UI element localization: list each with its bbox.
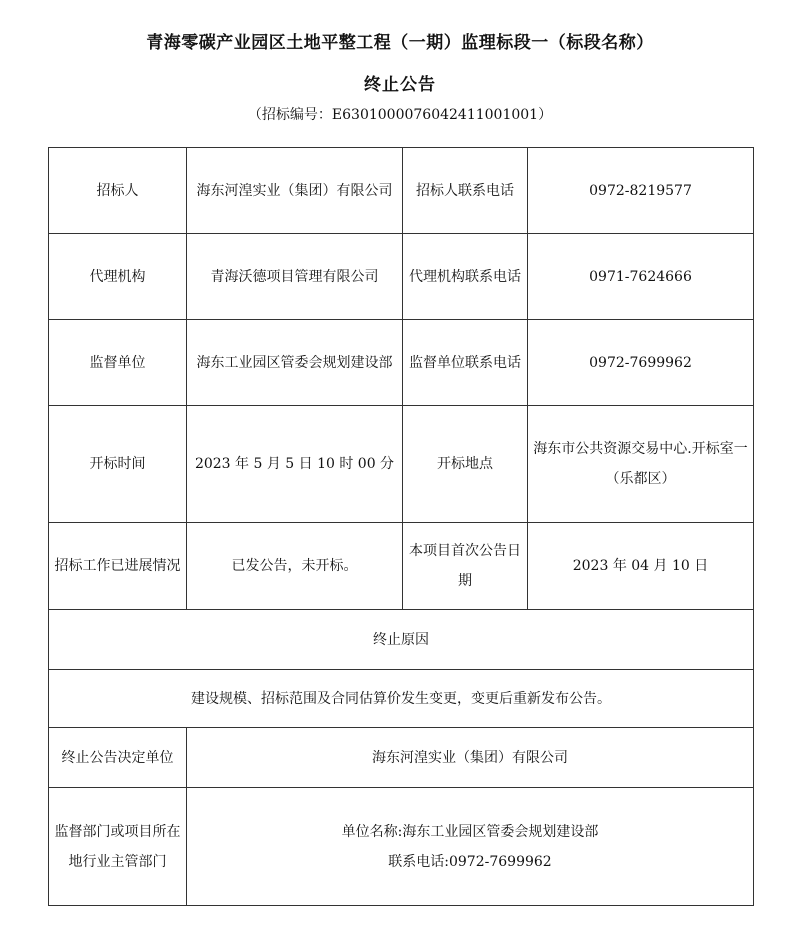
supervision-phone-label: 监督单位联系电话 — [403, 320, 528, 406]
supervisor-dept-info — [187, 788, 754, 906]
termination-reason-header: 终止原因 — [49, 610, 754, 670]
table-row — [49, 670, 754, 728]
notice-title: 青海零碳产业园区土地平整工程（一期）监理标段一（标段名称） — [146, 33, 654, 53]
first-notice-date-label: 本项目首次公告日期 — [403, 523, 528, 610]
tenderer-label: 招标人 — [49, 148, 187, 234]
notice-subtitle: 终止公告 — [364, 75, 436, 95]
tender-code: （招标编号：E6301000076042411001001） — [247, 107, 553, 123]
opening-time-value: 2023 年 5 月 5 日 10 时 00 分 — [187, 406, 403, 523]
table-row — [49, 788, 754, 906]
first-notice-date-value: 2023 年 04 月 10 日 — [528, 523, 754, 610]
progress-value: 已发公告，未开标。 — [187, 523, 403, 610]
opening-place-value: 海东市公共资源交易中心.开标室一（乐都区） — [528, 406, 754, 523]
opening-place-label: 开标地点 — [403, 406, 528, 523]
supervisor-dept-label: 监督部门或项目所在地行业主管部门 — [49, 788, 187, 906]
table-row — [49, 234, 754, 320]
tenderer-phone-label: 招标人联系电话 — [403, 148, 528, 234]
notice-table — [48, 147, 754, 906]
agency-value: 青海沃德项目管理有限公司 — [187, 234, 403, 320]
decision-unit-label: 终止公告决定单位 — [49, 728, 187, 788]
table-row — [49, 610, 754, 670]
agency-phone-value: 0971-7624666 — [528, 234, 754, 320]
tenderer-value: 海东河湟实业（集团）有限公司 — [187, 148, 403, 234]
supervision-unit-label: 监督单位 — [49, 320, 187, 406]
supervisor-name-line: 单位名称:海东工业园区管委会规划建设部 — [341, 823, 599, 840]
table-row — [49, 320, 754, 406]
progress-label: 招标工作已进展情况 — [49, 523, 187, 610]
supervision-unit-value: 海东工业园区管委会规划建设部 — [187, 320, 403, 406]
agency-label: 代理机构 — [49, 234, 187, 320]
tenderer-phone-value: 0972-8219577 — [528, 148, 754, 234]
termination-reason-text: 建设规模、招标范围及合同估算价发生变更，变更后重新发布公告。 — [49, 670, 754, 728]
table-row — [49, 523, 754, 610]
table-row — [49, 148, 754, 234]
supervision-phone-value: 0972-7699962 — [528, 320, 754, 406]
decision-unit-value: 海东河湟实业（集团）有限公司 — [187, 728, 754, 788]
table-row — [49, 406, 754, 523]
opening-time-label: 开标时间 — [49, 406, 187, 523]
supervisor-phone-line: 联系电话:0972-7699962 — [388, 853, 552, 870]
agency-phone-label: 代理机构联系电话 — [403, 234, 528, 320]
table-row — [49, 728, 754, 788]
